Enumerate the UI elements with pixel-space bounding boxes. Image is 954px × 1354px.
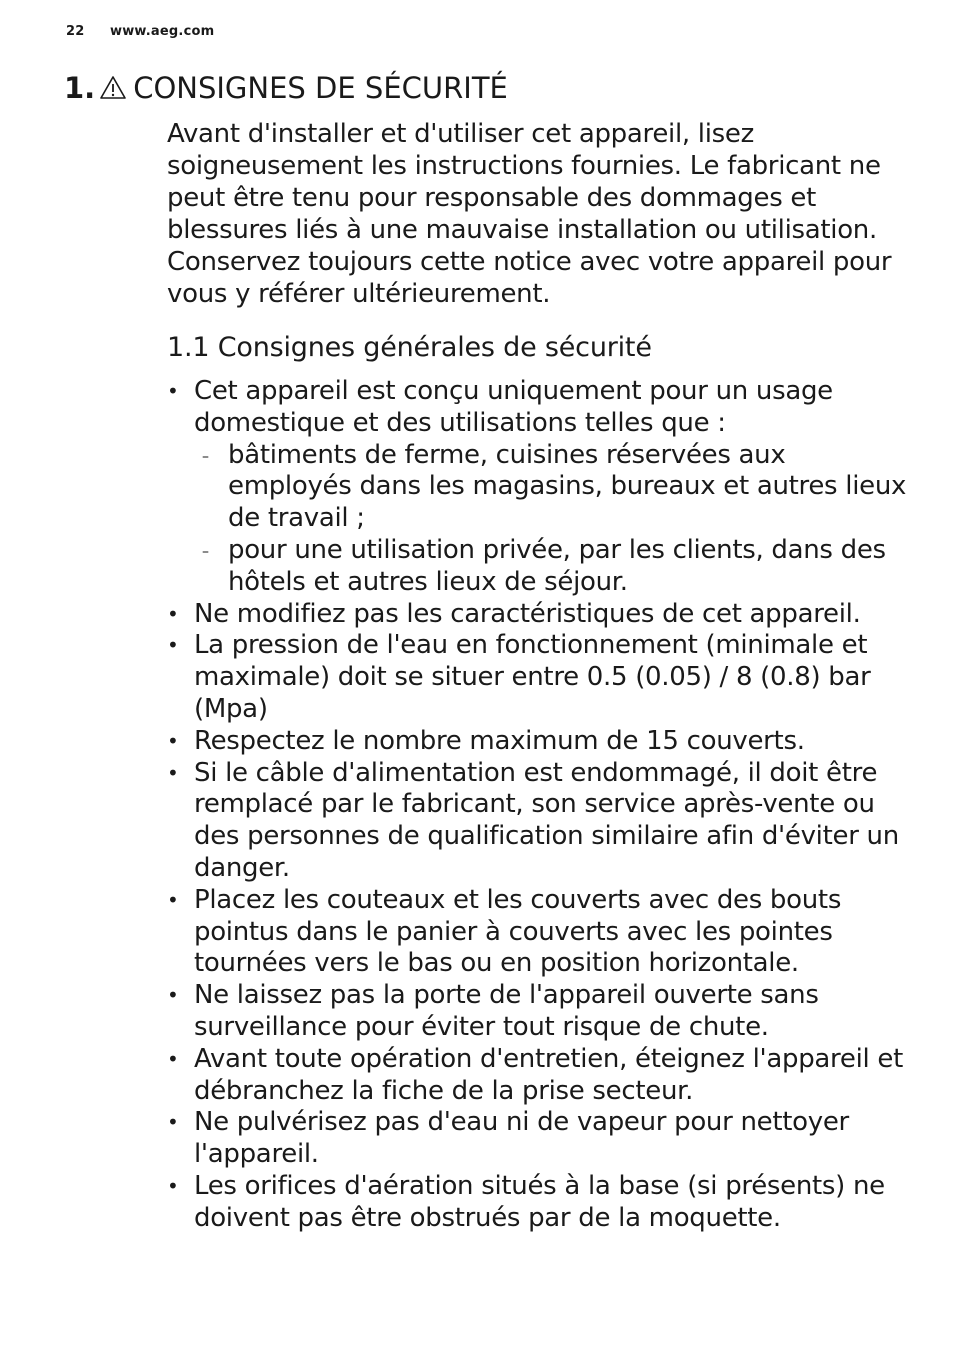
subsection-title: 1.1 Consignes générales de sécurité bbox=[167, 332, 652, 363]
website-url: www.aeg.com bbox=[110, 24, 215, 39]
list-item-text: Cet appareil est conçu uniquement pour un usage domestique et des utilisations telles que : bbox=[194, 376, 833, 438]
list-item bbox=[167, 599, 907, 631]
list-item-text: La pression de l'eau en fonctionnement (minimale et maximale) doit se situer entre 0.5 (0.05) / 8 (0.8) bar (Mpa) bbox=[194, 630, 871, 724]
page-number: 22 bbox=[66, 24, 85, 39]
sub-list-item: – bâtiments de ferme, cuisines réservées aux employés dans les magasins, bureaux et autres lieux de travail ; bbox=[194, 440, 907, 535]
list-item bbox=[167, 1171, 907, 1235]
list-item-text: Respectez le nombre maximum de 15 couverts. bbox=[194, 725, 805, 756]
list-item bbox=[167, 758, 907, 885]
list-item-text: Ne laissez pas la porte de l'appareil ouverte sans surveillance pour éviter tout risque de chute. bbox=[194, 980, 819, 1042]
page-header bbox=[66, 24, 214, 39]
safety-list bbox=[167, 376, 907, 1235]
intro-paragraph: Avant d'installer et d'utiliser cet appareil, lisez soigneusement les instructions fournies. Le fabricant ne peut être tenu pour responsable des dommages et blessures liés à une mauvaise installation ou utilisation. Conservez toujours cette notice avec votre appareil pour vous y référer ultérieurement. bbox=[167, 119, 892, 309]
warning-triangle-icon bbox=[99, 71, 127, 97]
list-item bbox=[167, 376, 907, 599]
list-item-text: Ne modifiez pas les caractéristiques de cet appareil. bbox=[194, 598, 861, 629]
list-item bbox=[167, 1044, 907, 1108]
list-item-text: Avant toute opération d'entretien, éteignez l'appareil et débranchez la fiche de la prise secteur. bbox=[194, 1043, 903, 1106]
list-item-text: Ne pulvérisez pas d'eau ni de vapeur pour nettoyer l'appareil. bbox=[194, 1107, 849, 1170]
list-item-text: Les orifices d'aération situés à la base (si présents) ne doivent pas être obstrués par de la moquette. bbox=[194, 1170, 885, 1233]
section-number: 1. bbox=[64, 71, 96, 105]
list-item-text: Si le câble d'alimentation est endommagé, il doit être remplacé par le fabricant, son service après-vente ou des personnes de qualification similaire afin d'éviter un danger. bbox=[194, 757, 899, 883]
list-item bbox=[167, 630, 907, 725]
section-title-text: CONSIGNES DE SÉCURITÉ bbox=[133, 71, 508, 105]
section-title bbox=[64, 68, 508, 108]
sub-list bbox=[194, 440, 907, 599]
content bbox=[167, 118, 907, 1235]
list-item-text: Placez les couteaux et les couverts avec des bouts pointus dans le panier à couverts avec les pointes tournées vers le bas ou en position horizontale. bbox=[194, 884, 842, 979]
list-item bbox=[167, 980, 907, 1044]
list-item bbox=[167, 1107, 907, 1171]
sub-list-item: – pour une utilisation privée, par les clients, dans des hôtels et autres lieux de séjour. bbox=[194, 535, 907, 599]
list-item bbox=[167, 885, 907, 980]
list-item bbox=[167, 726, 907, 758]
